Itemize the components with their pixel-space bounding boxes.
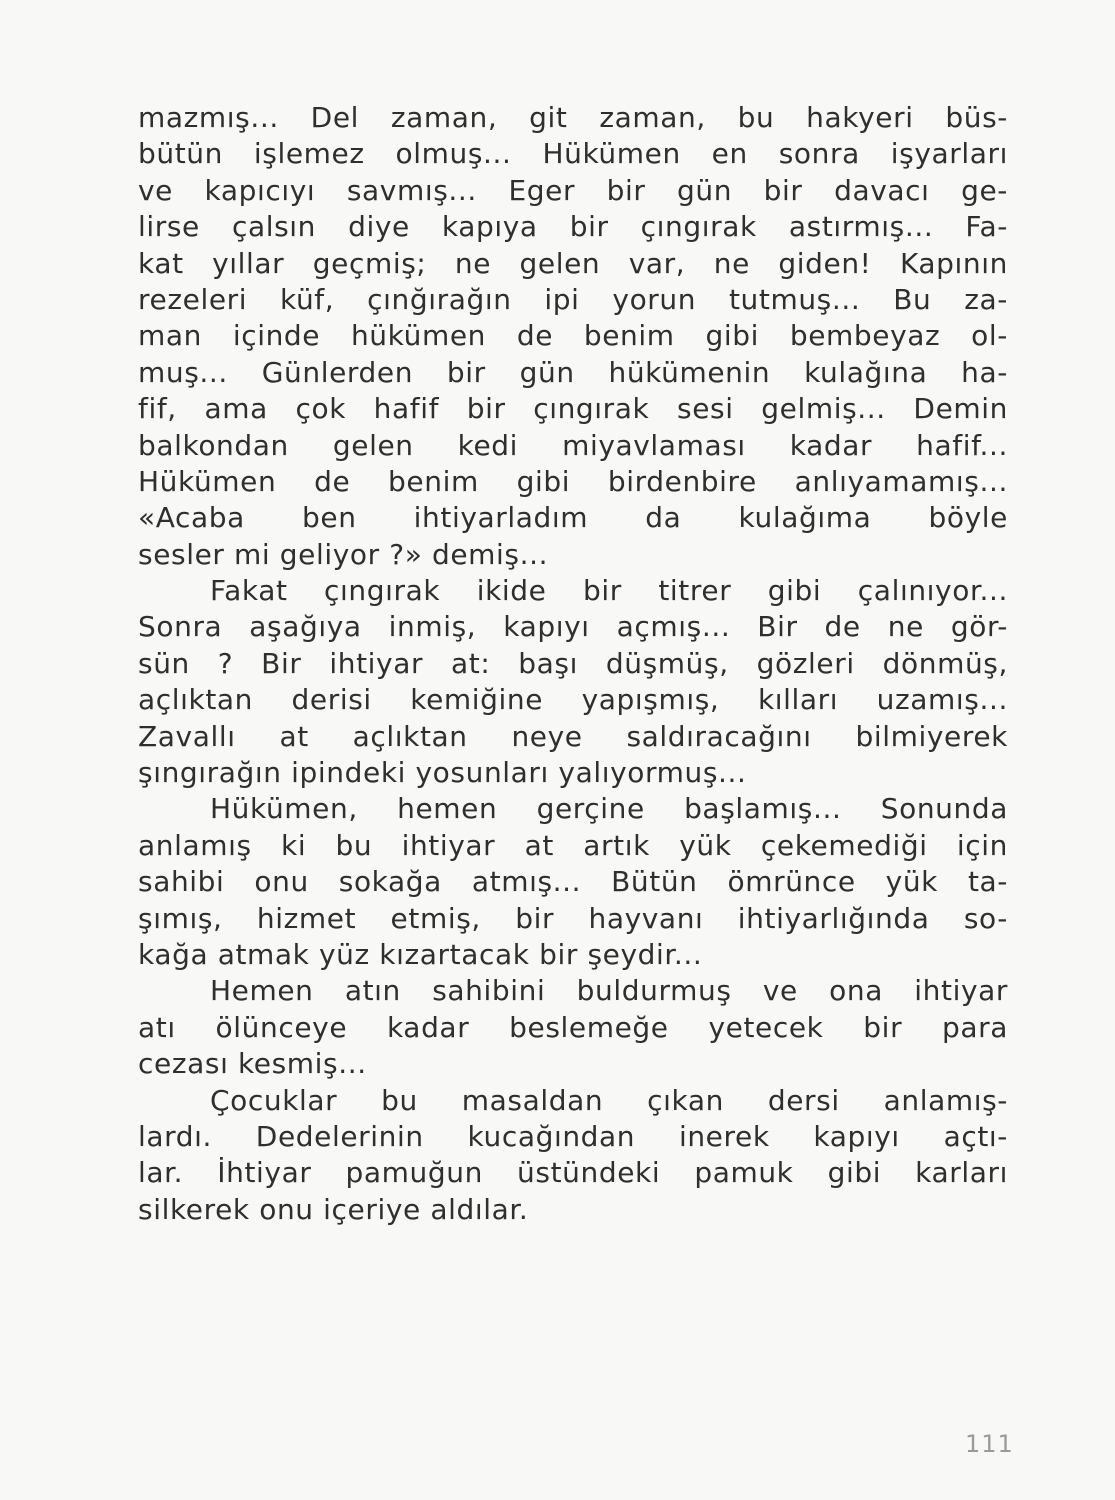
text-line: sün ? Bir ihtiyar at: başı düşmüş, gözleri dönmüş, xyxy=(138,646,1008,680)
text-line: fif, ama çok hafif bir çıngırak sesi gelmiş... Demin xyxy=(138,392,1008,426)
text-line: lirse çalsın diye kapıya bir çıngırak astırmış... Fa- xyxy=(138,210,1008,244)
text-line: rezeleri küf, çınğırağın ipi yorun tutmuş... Bu za- xyxy=(138,282,1008,316)
text-line: açlıktan derisi kemiğine yapışmış, kılları uzamış... xyxy=(138,683,1008,717)
text-line: kat yıllar geçmiş; ne gelen var, ne giden! Kapının xyxy=(138,246,1008,280)
body-text xyxy=(138,100,1008,1228)
text-line: Sonra aşağıya inmiş, kapıyı açmış... Bir de ne gör- xyxy=(138,610,1008,644)
text-line: Çocuklar bu masaldan çıkan dersi anlamış- xyxy=(210,1083,1008,1117)
text-line: ve kapıcıyı savmış... Eger bir gün bir davacı ge- xyxy=(138,173,1008,207)
text-line: lardı. Dedelerinin kucağından inerek kapıyı açtı- xyxy=(138,1119,1008,1153)
text-line: kağa atmak yüz kızartacak bir şeydir... xyxy=(138,937,703,971)
text-line: bütün işlemez olmuş... Hükümen en sonra işyarları xyxy=(138,137,1008,171)
text-line: silkerek onu içeriye aldılar. xyxy=(138,1192,529,1226)
text-line: sahibi onu sokağa atmış... Bütün ömrünce yük ta- xyxy=(138,865,1008,899)
page-number: 111 xyxy=(965,1430,1014,1458)
text-line: balkondan gelen kedi miyavlaması kadar hafif... xyxy=(138,428,1008,462)
text-line: «Acaba ben ihtiyarladım da kulağıma böyle xyxy=(138,501,1008,535)
text-line: Hemen atın sahibini buldurmuş ve ona ihtiyar xyxy=(210,974,1008,1008)
text-line: Zavallı at açlıktan neye saldıracağını bilmiyerek xyxy=(138,719,1008,753)
text-line: muş... Günlerden bir gün hükümenin kulağına ha- xyxy=(138,355,1008,389)
text-line: mazmış... Del zaman, git zaman, bu hakyeri büs- xyxy=(138,101,1008,134)
text-line: şımış, hizmet etmiş, bir hayvanı ihtiyarlığında so- xyxy=(138,901,1008,935)
text-line: cezası kesmiş... xyxy=(138,1047,367,1081)
text-line: man içinde hükümen de benim gibi bembeyaz ol- xyxy=(138,319,1008,353)
text-line: anlamış ki bu ihtiyar at artık yük çekemediği için xyxy=(138,828,1008,862)
text-line: şıngırağın ipindeki yosunları yalıyormuş... xyxy=(138,756,747,790)
text-line: Hükümen, hemen gerçine başlamış... Sonunda xyxy=(210,792,1008,826)
text-line: atı ölünceye kadar beslemeğe yetecek bir para xyxy=(138,1010,1008,1044)
text-line: lar. İhtiyar pamuğun üstündeki pamuk gibi karları xyxy=(138,1156,1008,1190)
text-line: Fakat çıngırak ikide bir titrer gibi çalınıyor... xyxy=(210,574,1008,608)
text-line: sesler mi geliyor ?» demiş... xyxy=(138,537,549,571)
text-line: Hükümen de benim gibi birdenbire anlıyamamış... xyxy=(138,464,1008,498)
